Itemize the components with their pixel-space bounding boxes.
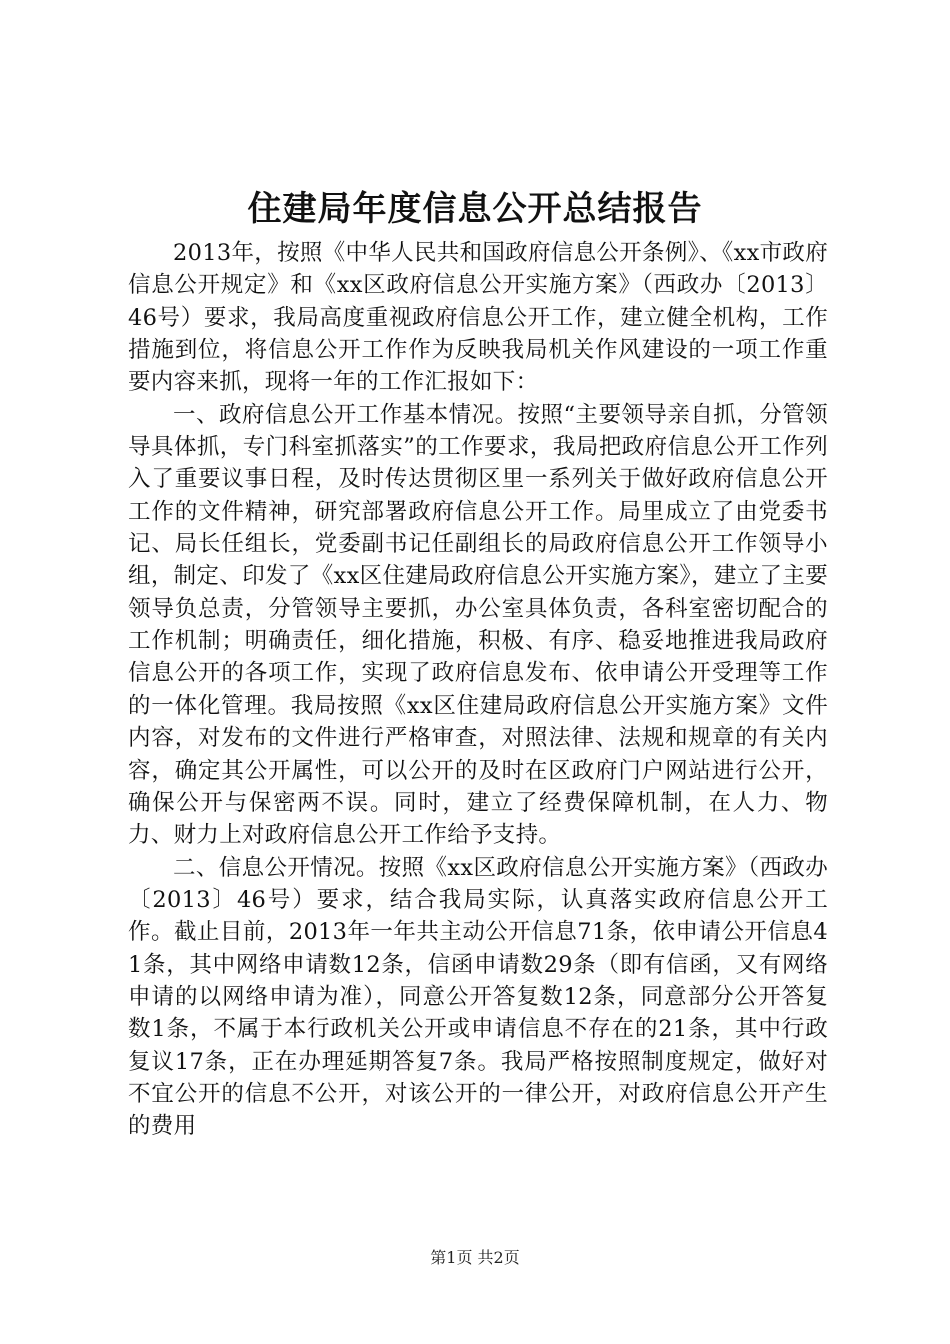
- document-body: [128, 237, 828, 1143]
- paragraph-section-1: 一、政府信息公开工作基本情况。按照“主要领导亲自抓，分管领导具体抓，专门科室抓落实”的工作要求，我局把政府信息公开工作列入了重要议事日程，及时传达贯彻区里一系列关于做好政府信息公开工作的文件精神，研究部署政府信息公开工作。局里成立了由党委书记、局长任组长，党委副书记任副组长的局政府信息公开工作领导小组，制定、印发了《xx区住建局政府信息公开实施方案》，建立了主要领导负总责，分管领导主要抓，办公室具体负责，各科室密切配合的工作机制；明确责任，细化措施，积极、有序、稳妥地推进我局政府信息公开的各项工作，实现了政府信息发布、依申请公开受理等工作的一体化管理。我局按照《xx区住建局政府信息公开实施方案》文件内容，对发布的文件进行严格审查，对照法律、法规和规章的有关内容，确定其公开属性，可以公开的及时在区政府门户网站进行公开，确保公开与保密两不误。同时，建立了经费保障机制，在人力、物力、财力上对政府信息公开工作给予支持。: [128, 401, 828, 849]
- paragraph-section-2: 二、信息公开情况。按照《xx区政府信息公开实施方案》（西政办〔2013〕46号）要求，结合我局实际，认真落实政府信息公开工作。截止目前，2013年一年共主动公开信息71条，依申请公开信息41条，其中网络申请数12条，信函申请数29条（即有信函，又有网络申请的以网络申请为准），同意公开答复数12条，同意部分公开答复数1条，不属于本行政机关公开或申请信息不存在的21条，其中行政复议17条，正在办理延期答复7条。我局严格按照制度规定，做好对不宜公开的信息不公开，对该公开的一律公开，对政府信息公开产生的费用: [128, 854, 828, 1140]
- document-title: 住建局年度信息公开总结报告: [247, 189, 703, 229]
- paragraph-intro: 2013年，按照《中华人民共和国政府信息公开条例》、《xx市政府信息公开规定》和《xx区政府信息公开实施方案》（西政办〔2013〕46号）要求，我局高度重视政府信息公开工作，建立健全机构，工作措施到位，将信息公开工作作为反映我局机关作风建设的一项工作重要内容来抓，现将一年的工作汇报如下：: [128, 240, 828, 396]
- page-number-footer: 第1页 共2页: [430, 1248, 520, 1267]
